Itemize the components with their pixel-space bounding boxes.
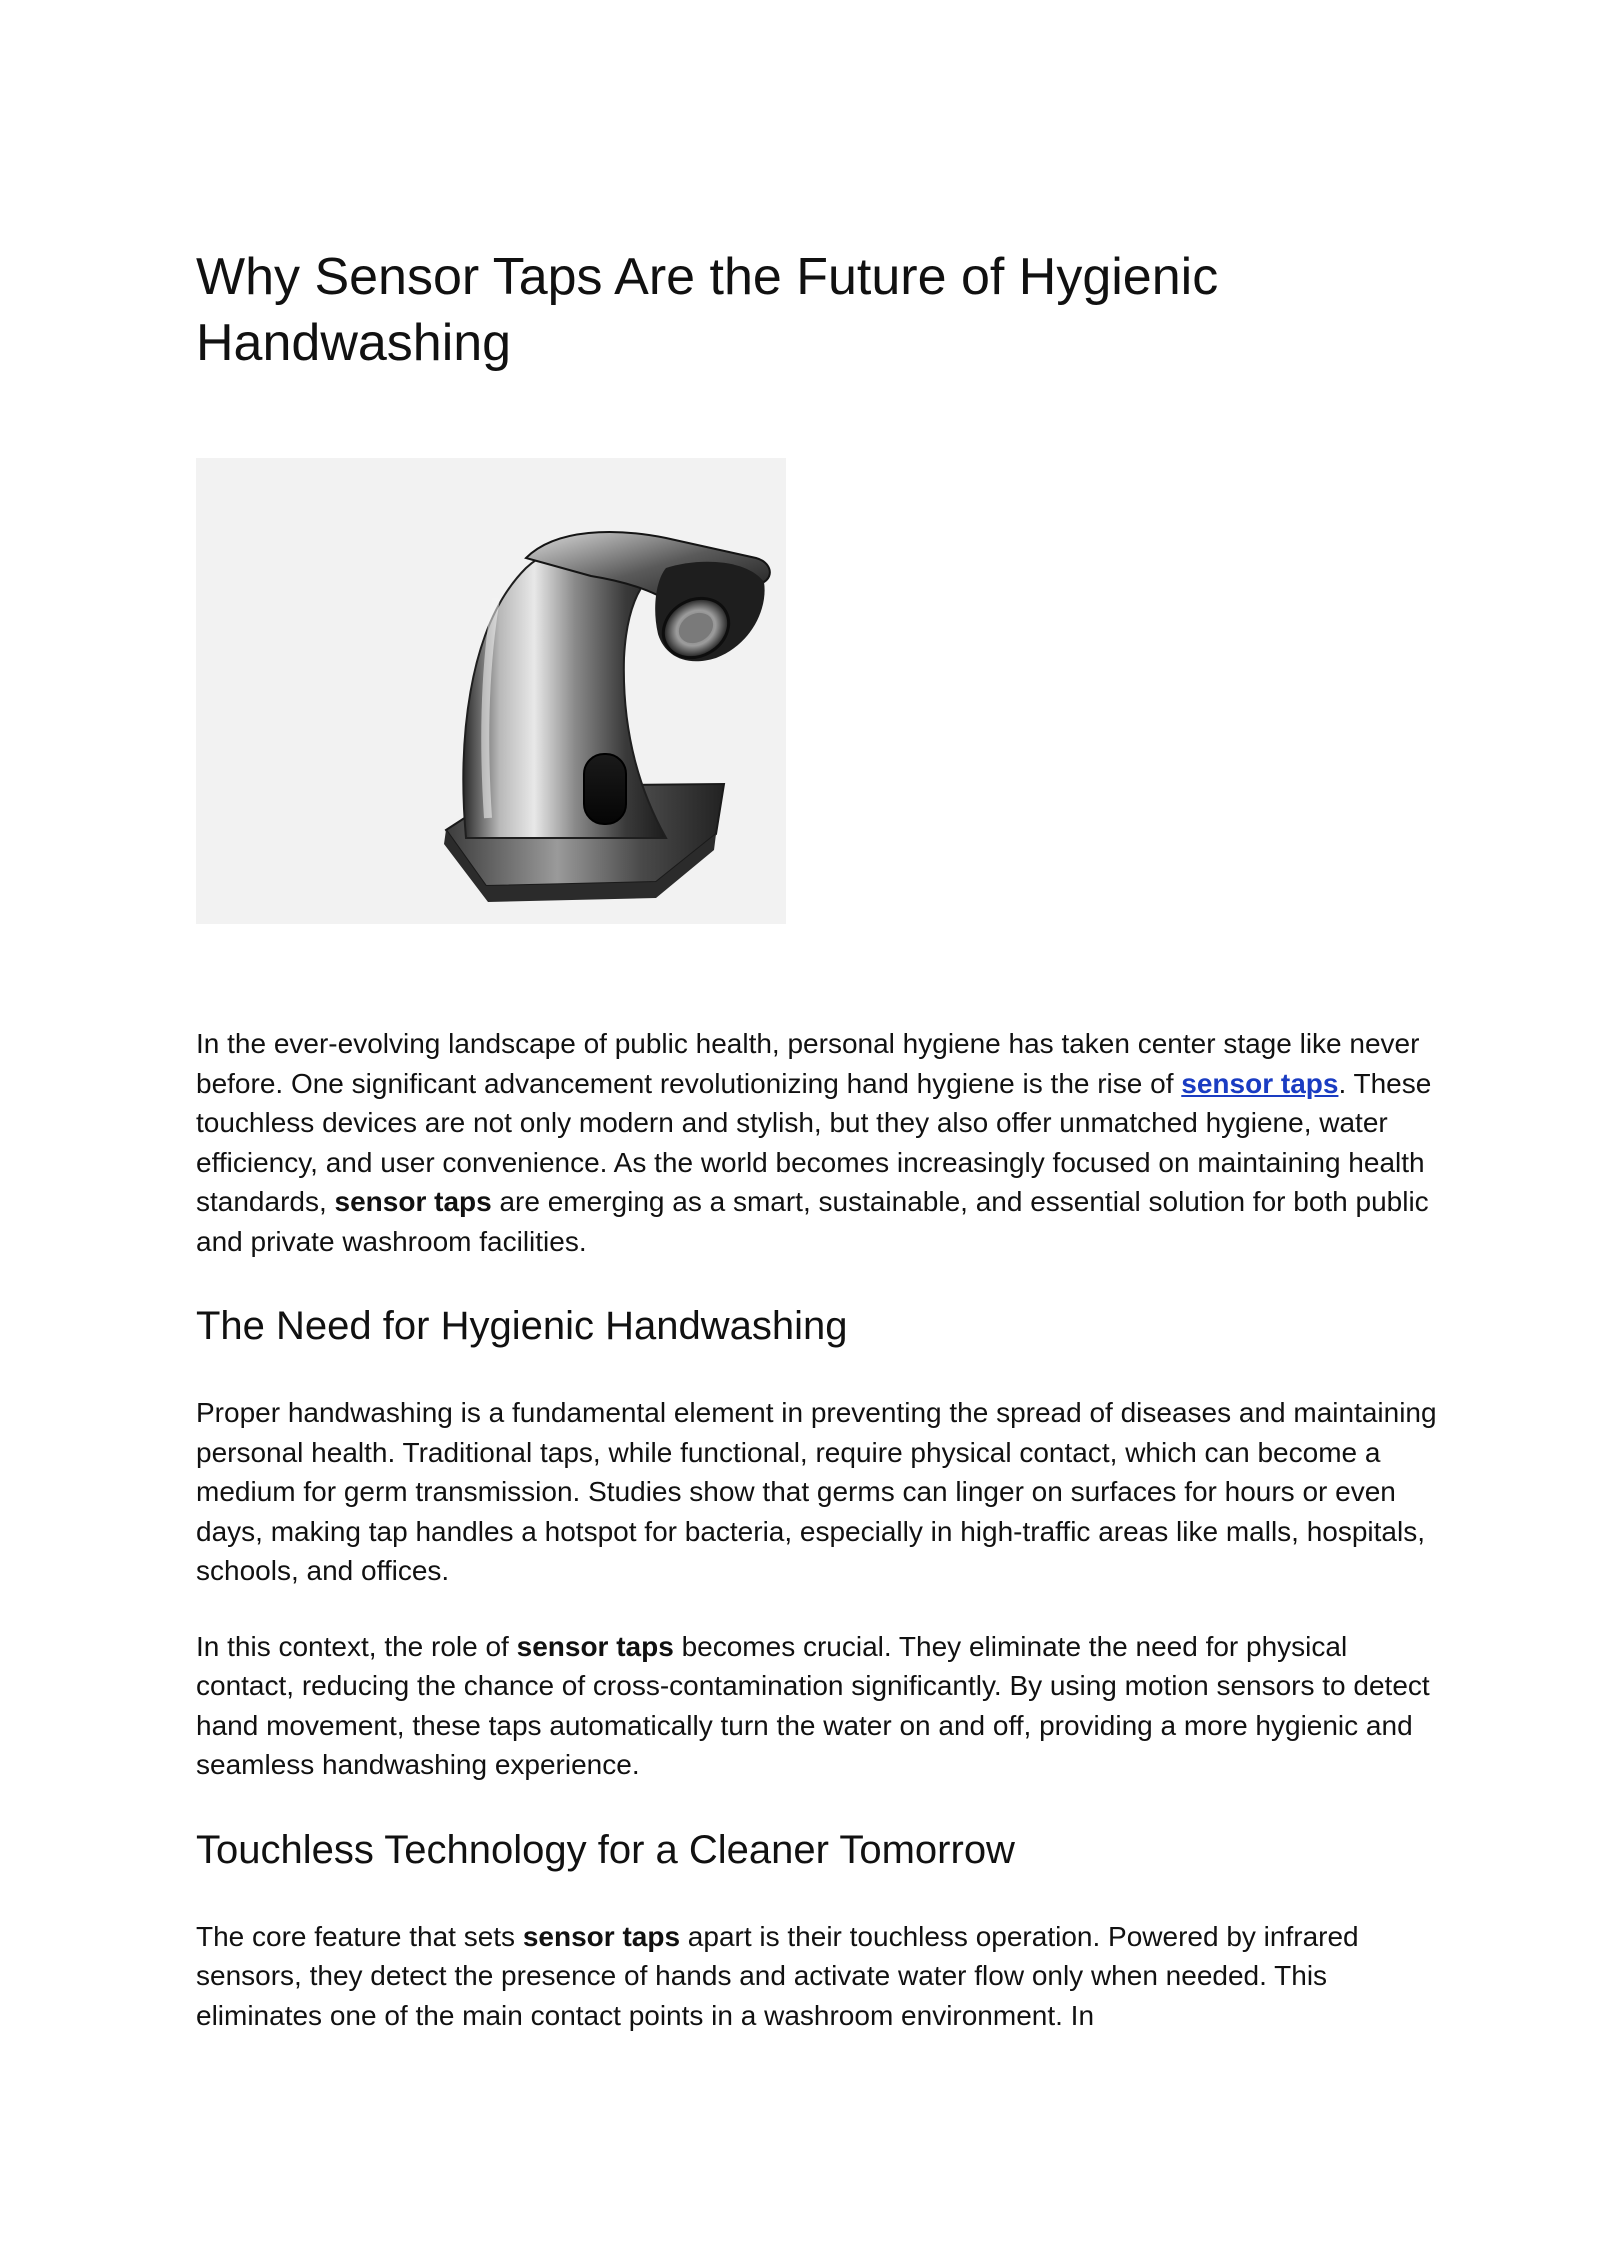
need-bold-term: sensor taps <box>516 1630 674 1662</box>
section-heading-need: The Need for Hygienic Handwashing <box>196 1304 848 1348</box>
intro-text-1: In the ever-evolving landscape of public health, personal hygiene has taken center stage like never before. One significant advancement revolutionizing hand hygiene is the rise of <box>196 1028 1420 1099</box>
touchless-paragraph-1 <box>196 1917 1446 2036</box>
need-paragraph-1: Proper handwashing is a fundamental element in preventing the spread of diseases and maintaining personal health. Traditional taps, while functional, require physical contact, which can become a medium for germ transmission. Studies show that germs can linger on surfaces for hours or even days, making tap handles a hotspot for bacteria, especially in high-traffic areas like malls, hospitals, schools, and offices. <box>196 1397 1437 1586</box>
section-heading-touchless: Touchless Technology for a Cleaner Tomorrow <box>196 1827 1015 1872</box>
need-text-1: In this context, the role of <box>196 1630 517 1662</box>
intro-bold-term: sensor taps <box>334 1186 492 1217</box>
intro-paragraph <box>196 1024 1446 1261</box>
intro-text-3: are emerging as a smart, sustainable, and essential solution for both public and private washroom facilities. <box>196 1186 1429 1257</box>
touchless-text-1: The core feature that sets <box>196 1920 523 1952</box>
need-text-2: becomes crucial. They eliminate the need for physical contact, reducing the chance of cross-contamination significantly. By using motion sensors to detect hand movement, these taps automatically turn the water on and off, providing a more hygienic and seamless handwashing experience. <box>196 1630 1430 1780</box>
sensor-taps-link[interactable]: sensor taps <box>1181 1067 1339 1099</box>
need-paragraph-2 <box>196 1627 1446 1785</box>
sensor-tap-illustration <box>196 458 786 924</box>
document-content <box>196 244 1446 2035</box>
touchless-text-2: apart is their touchless operation. Powered by infrared sensors, they detect the presence of hands and activate water flow only when needed. This eliminates one of the main contact points in a washroom environment. In <box>196 1920 1359 2031</box>
touchless-bold-term: sensor taps <box>522 1920 681 1952</box>
page-title: Why Sensor Taps Are the Future of Hygienic Handwashing <box>196 248 1219 372</box>
intro-text-2: . These touchless devices are not only modern and stylish, but they also offer unmatched hygiene, water efficiency, and user convenience. As the world becomes increasingly focused on maintaining health standards, <box>196 1067 1432 1217</box>
sensor-tap-image <box>196 458 786 924</box>
